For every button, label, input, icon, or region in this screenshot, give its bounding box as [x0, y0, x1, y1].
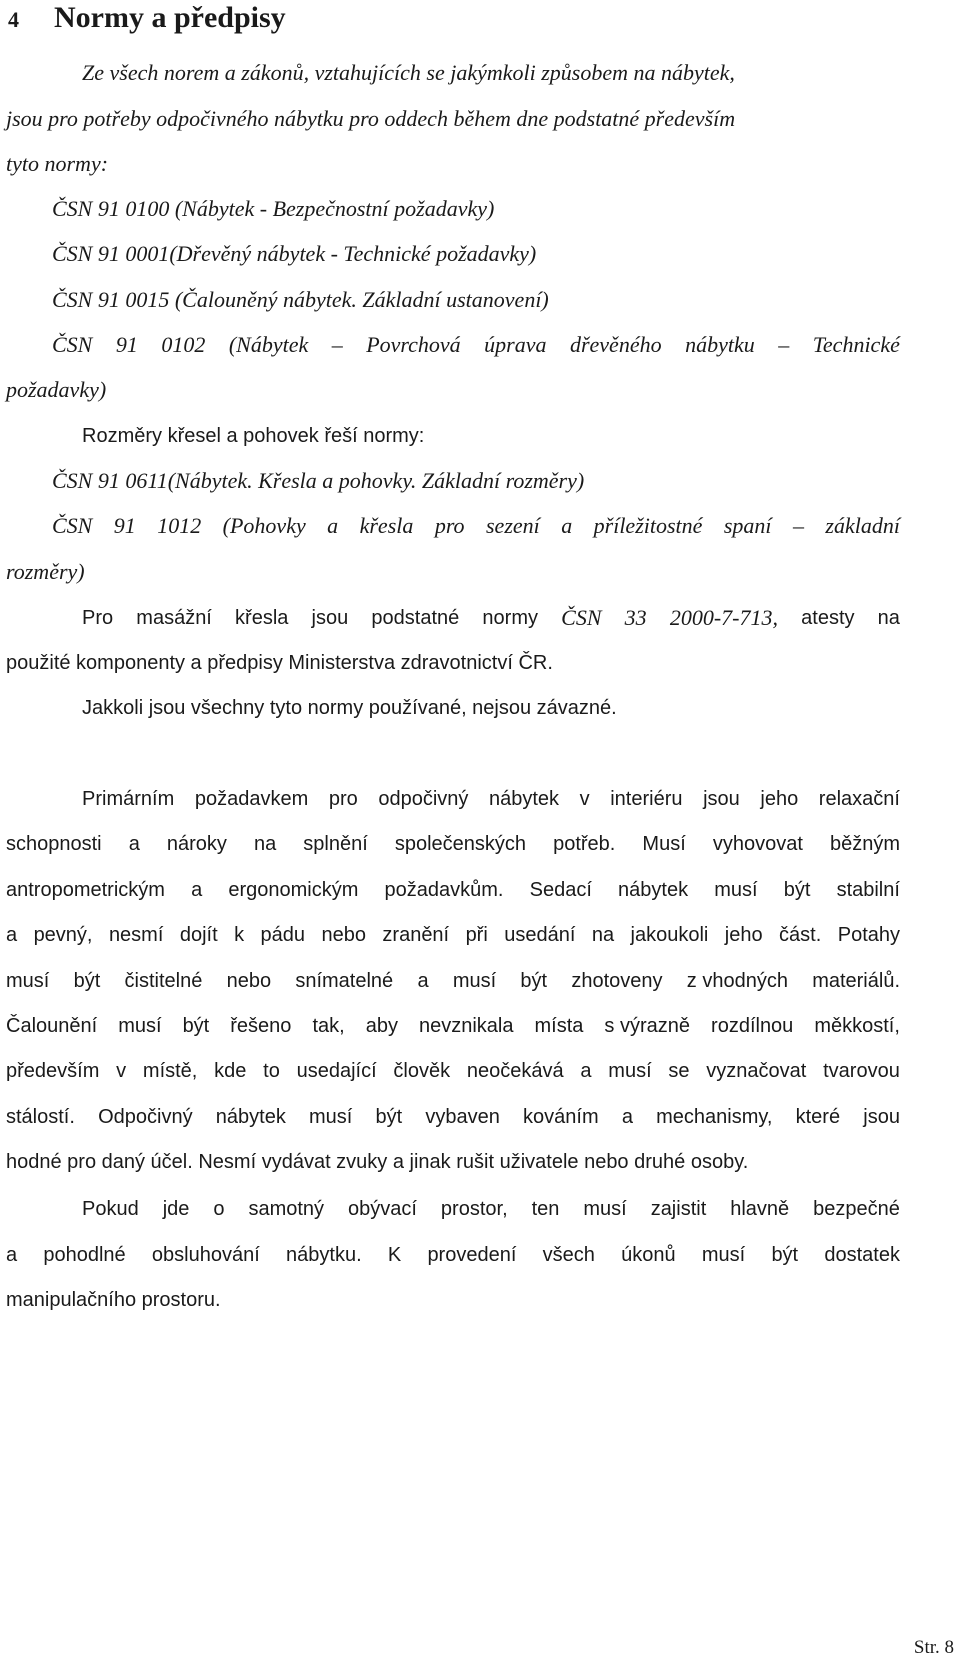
word: pro [434, 513, 465, 538]
word: příležitostné [593, 513, 703, 538]
word: samotný [248, 1198, 325, 1220]
word: jde [162, 1198, 190, 1220]
word: vybaven [425, 1105, 500, 1128]
word: snímatelné [295, 969, 394, 992]
word: které [795, 1105, 841, 1128]
word: Primárním [82, 788, 175, 810]
word: jsou [311, 607, 349, 629]
word: zajistit [650, 1198, 707, 1220]
word: 91 [115, 332, 138, 357]
word: dostatek [824, 1243, 900, 1266]
word: musí [452, 969, 497, 992]
word: musí [583, 1198, 627, 1220]
word: člověk [393, 1060, 451, 1083]
word: nesmí [108, 924, 164, 947]
word: stabilní [836, 878, 900, 901]
word: musí [608, 1060, 652, 1083]
norm-item-continuation: požadavky) [6, 377, 107, 402]
word: měkkostí, [814, 1015, 900, 1037]
norm-item-justified [52, 328, 900, 362]
word: a [417, 969, 429, 992]
word: pevný, [33, 924, 93, 947]
word: aby [365, 1015, 398, 1037]
word: požadavkem [194, 788, 309, 810]
word: nábytku. [286, 1243, 362, 1266]
word: normy [482, 607, 538, 629]
word: usedající [296, 1060, 377, 1083]
dimensions-intro: Rozměry křesel a pohovek řeší normy: [82, 425, 425, 447]
word: nároky [166, 833, 227, 856]
intro-line-2: jsou pro potřeby odpočivného nábytku pro oddech během dne podstatné především [6, 106, 736, 131]
word: a [6, 924, 18, 947]
word: být [182, 1015, 210, 1037]
word: křesla [235, 607, 289, 629]
word: všech [542, 1243, 595, 1266]
word: k [234, 924, 245, 947]
word: s výrazně [604, 1015, 691, 1037]
word: vyhovovat [712, 833, 803, 856]
norm-item: ČSN 91 0001(Dřevěný nábytek - Technické požadavky) [52, 241, 537, 266]
word: neočekává [466, 1060, 564, 1083]
intro-line-1: Ze všech norem a zákonů, vztahujících se jakýmkoli způsobem na nábytek, [82, 60, 735, 85]
word: a [327, 513, 339, 538]
word: kde [214, 1060, 247, 1083]
word: na [591, 924, 615, 947]
norm-item: ČSN 91 0611(Nábytek. Křesla a pohovky. Základní rozměry) [52, 468, 585, 493]
word: pádu [260, 924, 306, 947]
word: běžným [829, 833, 900, 856]
paragraph-line [6, 1238, 900, 1272]
word: pohodlné [43, 1243, 126, 1266]
word: nábytku [685, 332, 755, 357]
paragraph-line [6, 918, 900, 952]
word: K [387, 1243, 402, 1266]
word: usedání [504, 924, 576, 947]
word: ČSN [52, 332, 93, 357]
section-heading [8, 0, 286, 38]
paragraph-line [6, 1283, 221, 1317]
word: úkonů [621, 1243, 676, 1266]
word: být [73, 969, 101, 992]
word: jsou [703, 788, 740, 810]
paragraph-line [6, 1054, 900, 1088]
word: dojít [179, 924, 218, 947]
paragraph-line [6, 873, 900, 907]
word: jeho [760, 788, 799, 810]
word: 33 [624, 605, 647, 630]
paragraph-line [82, 1192, 900, 1226]
word: musí [714, 878, 758, 901]
word: tak, [312, 1015, 345, 1037]
word: ergonomickým [228, 878, 359, 901]
word: rozdílnou [711, 1015, 794, 1037]
word: a [128, 833, 140, 856]
word: Čalounění [6, 1015, 98, 1037]
massage-line-2: použité komponenty a předpisy Ministerstva zdravotnictví ČR. [6, 652, 553, 674]
norm-item-continuation: rozměry) [6, 559, 85, 584]
word: nebo [226, 969, 272, 992]
intro-line-3: tyto normy: [6, 151, 109, 176]
norm-item: ČSN 91 0015 (Čalouněný nábytek. Základní ustanovení) [52, 287, 549, 312]
word: nevznikala [418, 1015, 514, 1037]
word: – [331, 332, 343, 357]
not-binding-note: Jakkoli jsou všechny tyto normy používané, nejsou závazné. [82, 697, 617, 719]
word: místě, [142, 1060, 198, 1083]
word: zhotoveny [571, 969, 663, 992]
word: musí [309, 1105, 353, 1128]
word: antropometrickým [6, 878, 165, 901]
section-title: Normy a předpisy [54, 1, 286, 34]
word: a [621, 1105, 633, 1128]
word: vyznačovat [706, 1060, 807, 1083]
word: křesla [359, 513, 414, 538]
word: část. [779, 924, 822, 947]
word: a [561, 513, 573, 538]
word: se [668, 1060, 690, 1083]
word: obývací [348, 1198, 417, 1220]
word: splnění [303, 833, 368, 856]
word: Technické [812, 332, 900, 357]
word: a [580, 1060, 592, 1083]
word: být [375, 1105, 403, 1128]
word: schopnosti [6, 833, 102, 856]
word: 91 [113, 513, 136, 538]
word: na [253, 833, 277, 856]
word: základní [825, 513, 900, 538]
paragraph-line [6, 964, 900, 998]
word: být [771, 1243, 799, 1266]
word: obsluhování [151, 1243, 260, 1266]
word: – [792, 513, 804, 538]
word: 2000-7-713, [669, 605, 778, 630]
word: řešeno [230, 1015, 292, 1037]
word: a [191, 878, 203, 901]
norm-item-justified [52, 509, 900, 543]
word: společenských [394, 833, 527, 856]
word: kováním [523, 1105, 599, 1128]
paragraph-line [6, 827, 900, 861]
word: v [579, 788, 590, 810]
word: nebo [321, 924, 366, 947]
section-number: 4 [8, 7, 19, 32]
word: nábytek [215, 1105, 286, 1128]
word: potřeb. [553, 833, 616, 856]
word: hodné pro daný účel. Nesmí vydávat zvuky a jinak rušit uživatele nebo druhé osoby. [6, 1151, 749, 1174]
word: a [6, 1243, 18, 1266]
word: relaxační [818, 788, 900, 810]
word: pro [328, 788, 358, 810]
word: stálostí. [6, 1105, 75, 1128]
word: Sedací [529, 878, 592, 901]
massage-line-1 [82, 601, 900, 635]
word: mechanismy, [656, 1105, 773, 1128]
word: o [213, 1198, 225, 1220]
word: ČSN [52, 513, 93, 538]
word: jsou [863, 1105, 900, 1128]
word: odpočivný [378, 788, 469, 810]
paragraph-line [82, 782, 900, 816]
word: hlavně [730, 1198, 790, 1220]
word: při [465, 924, 488, 947]
word: provedení [427, 1243, 517, 1266]
paragraph-line [6, 1009, 900, 1043]
word: (Nábytek [228, 332, 309, 357]
word: musí [118, 1015, 162, 1037]
word: materiálů. [812, 969, 900, 992]
word: prostor, [440, 1198, 508, 1220]
word: interiéru [610, 788, 683, 810]
word: – [778, 332, 790, 357]
word: jakoukoli [630, 924, 709, 947]
word: Pokud [82, 1198, 139, 1220]
word: být [520, 969, 548, 992]
word: jeho [724, 924, 763, 947]
paragraph-line [6, 1100, 900, 1134]
word: Potahy [837, 924, 900, 947]
word: (Pohovky [222, 513, 306, 538]
word: masážní [136, 607, 212, 629]
word: sezení [486, 513, 540, 538]
page-number: Str. 8 [913, 1637, 954, 1658]
paragraph-line [6, 1145, 748, 1179]
word: Odpočivný [98, 1105, 193, 1128]
word: atesty [801, 607, 855, 629]
word: Povrchová [366, 332, 461, 357]
word: tvarovou [823, 1060, 900, 1083]
word: na [877, 607, 900, 629]
word: dřevěného [569, 332, 662, 357]
word: nábytek [488, 788, 560, 810]
word: čistitelné [124, 969, 203, 992]
word: úprava [484, 332, 547, 357]
word: musí [6, 969, 50, 992]
word: především [6, 1060, 100, 1083]
word: 0102 [161, 332, 206, 357]
word: Musí [642, 833, 686, 856]
word: Pro [82, 607, 114, 629]
word: nábytek [618, 878, 689, 901]
word: podstatné [371, 607, 460, 629]
word: spaní [723, 513, 772, 538]
word: 1012 [157, 513, 202, 538]
word: ČSN [561, 605, 602, 630]
word: ten [531, 1198, 560, 1220]
word: musí [701, 1243, 746, 1266]
word: z vhodných [686, 969, 788, 992]
word: místa [534, 1015, 584, 1037]
word: požadavkům. [384, 878, 504, 901]
word: být [783, 878, 811, 901]
word: manipulačního prostoru. [6, 1289, 221, 1311]
word: bezpečné [813, 1198, 900, 1220]
word: to [263, 1060, 280, 1083]
word: zranění [382, 924, 450, 947]
norm-item: ČSN 91 0100 (Nábytek - Bezpečnostní požadavky) [52, 196, 495, 221]
word: v [116, 1060, 127, 1083]
